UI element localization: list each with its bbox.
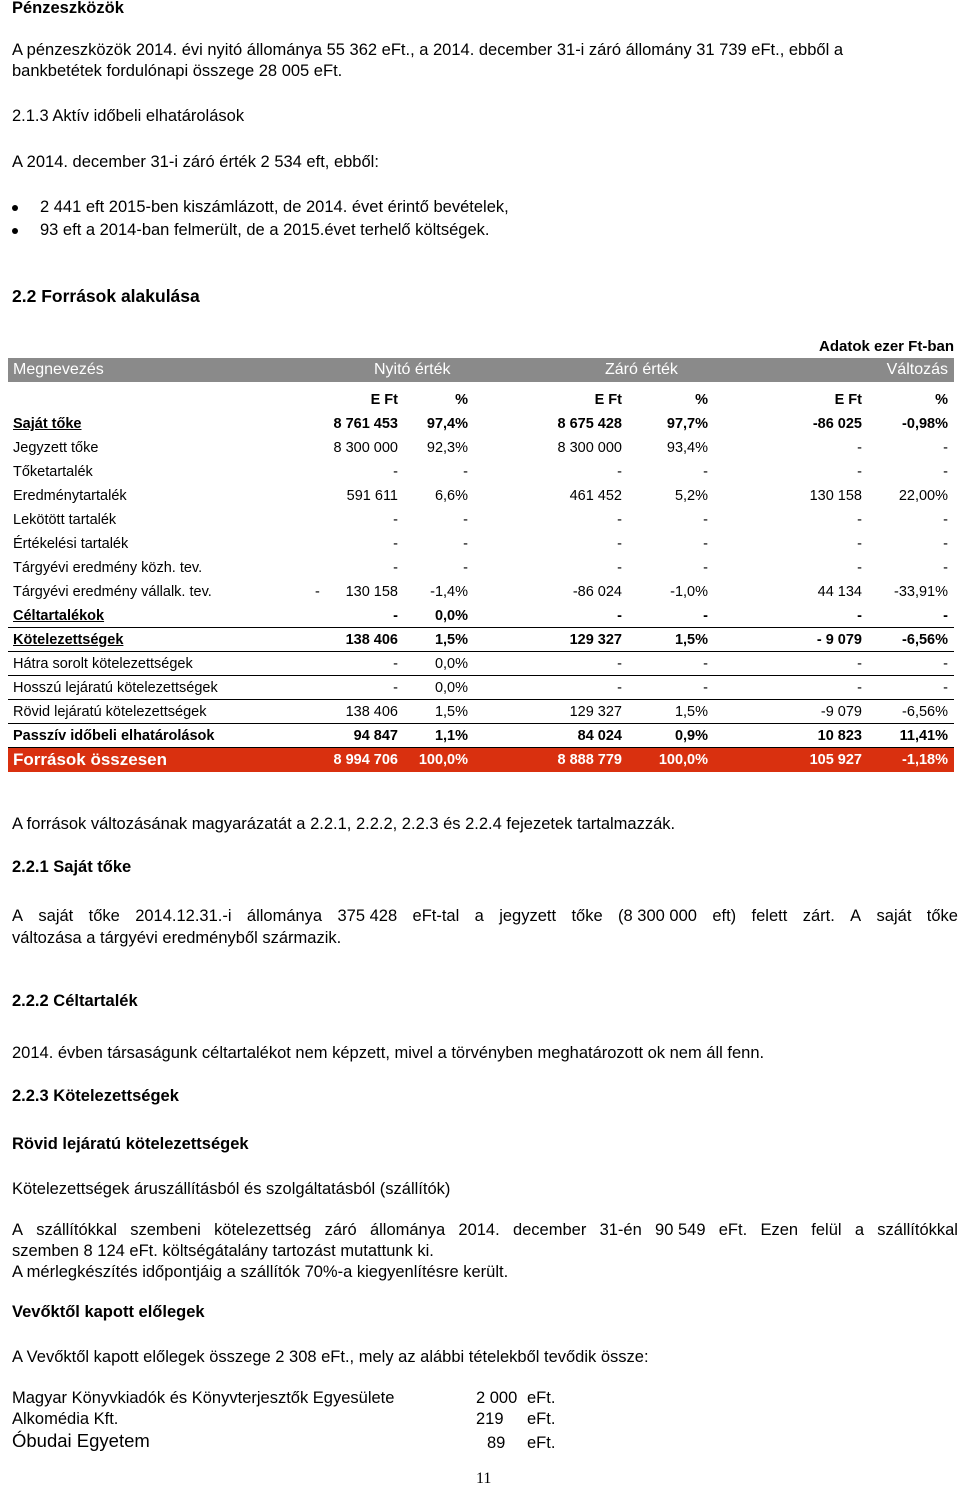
subheader-pct: % — [455, 392, 468, 408]
row-cell-v3: - — [857, 440, 862, 456]
celtartalek-text: 2014. évben társaságunk céltartalékot nem képzett, mivel a törvényben meghatározott ok nem áll fenn. — [12, 1044, 765, 1062]
row-cell-v1: - — [393, 512, 398, 528]
row-cell-p1: -1,4% — [430, 584, 468, 600]
szallitok-word: 31-én — [599, 1221, 642, 1239]
row-cell-p2: 5,2% — [674, 488, 708, 504]
sajat-toke-word: zárt. — [802, 907, 835, 925]
table-row — [8, 532, 954, 556]
row-label: Tőketartalék — [13, 464, 93, 480]
row-cell-p3: -6,56% — [902, 704, 948, 720]
subheader-eft: E Ft — [370, 392, 398, 408]
row-cell-p1: 0,0% — [434, 608, 468, 624]
row-cell-p2: 100,0% — [658, 752, 708, 768]
section-title-penzeszkozok: Pénzeszközök — [12, 0, 124, 17]
szallitok-word: 90 549 — [655, 1221, 706, 1239]
row-cell-v1: - — [393, 560, 398, 576]
sajat-toke-word: A — [12, 907, 24, 925]
row-cell-v1: - — [393, 464, 398, 480]
row-cell-v1: 8 300 000 — [333, 440, 398, 456]
row-cell-v2: 129 327 — [569, 632, 622, 648]
row-cell-p2: - — [703, 512, 708, 528]
row-cell-p3: - — [943, 656, 948, 672]
sajat-toke-word: a — [474, 907, 484, 925]
row-cell-v2: - — [617, 608, 622, 624]
sajat-toke-word: saját — [38, 907, 74, 925]
row-cell-v1: - — [393, 608, 398, 624]
row-cell-p3: - — [943, 536, 948, 552]
row-cell-v2: - — [617, 536, 622, 552]
szallitok-text-line2: szemben 8 124 eFt. költségátalány tartozást mutattunk ki. — [12, 1242, 434, 1260]
row-cell-v2: 8 300 000 — [557, 440, 622, 456]
row-cell-v1: 8 761 453 — [333, 416, 398, 432]
row-cell-v3: - — [857, 536, 862, 552]
vevo-item-name: Óbudai Egyetem — [12, 1430, 150, 1451]
row-label: Értékelési tartalék — [13, 536, 129, 552]
row-cell-p1: 100,0% — [418, 752, 468, 768]
row-cell-p2: - — [703, 560, 708, 576]
sajat-toke-word: eFt-tal — [412, 907, 460, 925]
penzeszkozok-text-line1: A pénzeszközök 2014. évi nyitó állománya 55 362 eFt., a 2014. december 31-i záró állomány 31 739 eFt., ebből a — [12, 41, 844, 59]
row-cell-v1: - — [393, 656, 398, 672]
row-label: Források összesen — [13, 750, 168, 769]
row-cell-v3: - — [857, 512, 862, 528]
sajat-toke-word: A — [850, 907, 862, 925]
table-row — [8, 676, 954, 700]
sajat-toke-word: jegyzett — [499, 907, 557, 925]
row-value-sign: - — [315, 584, 320, 600]
row-cell-v1: 130 158 — [345, 584, 398, 600]
table-row — [8, 484, 954, 508]
row-cell-v1: - — [393, 536, 398, 552]
vevo-text: A Vevőktől kapott előlegek összege 2 308 eFt., mely az alábbi tételekből tevődik össze: — [12, 1348, 649, 1366]
szallitok-word: eFt. — [718, 1221, 748, 1239]
header-nyito: Nyitó érték — [374, 361, 451, 378]
sajat-toke-word: tőke — [88, 907, 120, 925]
szallitok-word: kötelezettség — [214, 1221, 312, 1239]
szallitok-word: A — [12, 1221, 24, 1239]
table-total-row — [8, 748, 954, 772]
row-cell-p3: - — [943, 512, 948, 528]
table-row — [8, 652, 954, 676]
row-cell-p2: -1,0% — [670, 584, 708, 600]
vevo-item-unit: eFt. — [527, 1410, 556, 1428]
szallitok-text-line3: A mérlegkészítés időpontjáig a szállítók 70%-a kiegyenlítésre került. — [12, 1263, 509, 1281]
row-cell-v2: 8 675 428 — [557, 416, 622, 432]
sajat-toke-word: felett — [751, 907, 788, 925]
vevo-item-unit: eFt. — [527, 1389, 556, 1407]
row-cell-p2: - — [703, 464, 708, 480]
sajat-toke-word: 2014.12.31.-i — [135, 907, 232, 925]
szallitok-word: 2014. — [458, 1221, 500, 1239]
row-cell-v3: 105 927 — [809, 752, 862, 768]
row-cell-p3: - — [943, 608, 948, 624]
table-row — [8, 412, 954, 436]
table-units: Adatok ezer Ft-ban — [818, 338, 954, 355]
row-cell-p3: 11,41% — [899, 728, 948, 744]
row-cell-v2: 461 452 — [569, 488, 622, 504]
row-cell-v3: 44 134 — [817, 584, 862, 600]
row-label: Lekötött tartalék — [13, 512, 117, 528]
row-label: Eredménytartalék — [13, 488, 127, 504]
section-title-sajat-toke: 2.2.1 Saját tőke — [12, 858, 132, 876]
row-label: Rövid lejáratú kötelezettségek — [13, 704, 207, 720]
row-cell-v3: - — [857, 656, 862, 672]
row-cell-p2: - — [703, 656, 708, 672]
subheader-eft: E Ft — [594, 392, 622, 408]
row-cell-v1: 591 611 — [346, 488, 398, 504]
row-label: Hosszú lejáratú kötelezettségek — [13, 680, 218, 696]
row-cell-v1: - — [393, 680, 398, 696]
sajat-toke-word: saját — [876, 907, 912, 925]
row-cell-p1: 0,0% — [434, 680, 468, 696]
row-cell-v3: - 9 079 — [816, 632, 862, 648]
row-cell-v2: 8 888 779 — [557, 752, 622, 768]
sajat-toke-text-line2: változása a tárgyévi eredményből származik. — [12, 929, 342, 947]
penzeszkozok-text-line2: bankbetétek fordulónapi összege 28 005 eFt. — [12, 62, 343, 80]
row-cell-p1: 6,6% — [434, 488, 468, 504]
row-cell-v3: 130 158 — [809, 488, 862, 504]
row-cell-v3: -86 025 — [812, 416, 862, 432]
row-label: Tárgyévi eredmény közh. tev. — [13, 560, 203, 576]
subheader-eft: E Ft — [834, 392, 862, 408]
row-cell-p3: -33,91% — [893, 584, 948, 600]
vevo-item-amount: 219 — [476, 1410, 504, 1428]
table-row — [8, 628, 954, 652]
vevo-item-name: Alkomédia Kft. — [12, 1410, 119, 1428]
row-cell-v3: - — [857, 680, 862, 696]
bullet-icon — [12, 228, 18, 234]
row-cell-p1: 97,4% — [426, 416, 468, 432]
table-row — [8, 460, 954, 484]
row-cell-v3: 10 823 — [817, 728, 862, 744]
szallitok-word: szembeni — [130, 1221, 201, 1239]
vevo-item-name: Magyar Könyvkiadók és Könyvterjesztők Egyesülete — [12, 1389, 395, 1407]
row-label: Jegyzett tőke — [13, 440, 99, 456]
row-label: Kötelezettségek — [13, 632, 124, 648]
header-valtozas: Változás — [886, 361, 948, 378]
row-cell-p3: -6,56% — [902, 632, 948, 648]
subsection-title-rovid: Rövid lejáratú kötelezettségek — [12, 1135, 249, 1153]
row-label: Hátra sorolt kötelezettségek — [13, 656, 193, 672]
sajat-toke-word: tőke — [571, 907, 603, 925]
sajat-toke-word: eft) — [712, 907, 737, 925]
row-cell-p1: 92,3% — [426, 440, 468, 456]
row-cell-v2: - — [617, 464, 622, 480]
page-number: 11 — [476, 1470, 492, 1487]
row-cell-v2: 84 024 — [577, 728, 622, 744]
subheader-pct: % — [695, 392, 708, 408]
row-cell-v2: - — [617, 656, 622, 672]
bullet-icon — [12, 205, 18, 211]
row-cell-p2: 1,5% — [674, 632, 708, 648]
header-zaro: Záró érték — [605, 361, 678, 378]
szallitok-word: állománya — [369, 1221, 446, 1239]
row-cell-p2: - — [703, 536, 708, 552]
row-cell-v3: -9 079 — [820, 704, 862, 720]
row-cell-p2: - — [703, 608, 708, 624]
row-cell-p3: - — [943, 440, 948, 456]
table-row — [8, 436, 954, 460]
table-subheader — [8, 388, 954, 412]
sajat-toke-word: 375 428 — [337, 907, 398, 925]
row-cell-p2: 93,4% — [666, 440, 708, 456]
aktiv-bullet-1: 2 441 eft 2015-ben kiszámlázott, de 2014. évet érintő bevételek, — [40, 198, 509, 216]
section-title-aktiv: 2.1.3 Aktív időbeli elhatárolások — [12, 107, 245, 125]
row-cell-p3: - — [943, 680, 948, 696]
row-label: Tárgyévi eredmény vállalk. tev. — [13, 584, 212, 600]
vevo-item-amount: 2 000 — [476, 1389, 518, 1407]
row-label: Céltartalékok — [13, 608, 105, 624]
table-row — [8, 556, 954, 580]
szallitok-word: Ezen — [760, 1221, 799, 1239]
row-cell-p3: 22,00% — [898, 488, 948, 504]
row-cell-p2: - — [703, 680, 708, 696]
sajat-toke-word: állománya — [246, 907, 323, 925]
table-row — [8, 724, 954, 748]
row-label: Passzív időbeli elhatárolások — [13, 728, 215, 744]
szallitok-word: szállítókkal — [877, 1221, 958, 1239]
szallitok-word: szállítókkal — [36, 1221, 117, 1239]
table-row — [8, 580, 954, 604]
subsection-title-vevo: Vevőktől kapott előlegek — [12, 1303, 205, 1321]
row-cell-p3: -0,98% — [902, 416, 948, 432]
row-cell-p3: - — [943, 464, 948, 480]
row-cell-p1: 1,5% — [434, 704, 468, 720]
row-cell-p2: 1,5% — [674, 704, 708, 720]
row-cell-v3: - — [857, 608, 862, 624]
sajat-toke-word: (8 300 000 — [618, 907, 697, 925]
row-cell-p2: 0,9% — [674, 728, 708, 744]
szallitok-word: záró — [324, 1221, 357, 1239]
row-cell-v1: 138 406 — [345, 704, 398, 720]
row-cell-p2: 97,7% — [666, 416, 708, 432]
szallitok-word: a — [854, 1221, 865, 1239]
szallitok-word: december — [512, 1221, 587, 1239]
subheader-pct: % — [935, 392, 948, 408]
aruszallitas-text: Kötelezettségek áruszállításból és szolgáltatásból (szállítók) — [12, 1180, 451, 1198]
row-label: Saját tőke — [13, 416, 82, 432]
header-megnevezes: Megnevezés — [13, 361, 104, 378]
aktiv-text: A 2014. december 31-i záró érték 2 534 eft, ebből: — [12, 153, 379, 171]
row-cell-p1: - — [463, 512, 468, 528]
vevo-item-amount: 89 — [487, 1434, 506, 1452]
row-cell-v3: - — [857, 464, 862, 480]
section-title-celtartalek: 2.2.2 Céltartalék — [12, 992, 138, 1010]
row-cell-p3: - — [943, 560, 948, 576]
row-cell-p1: - — [463, 560, 468, 576]
row-cell-p1: - — [463, 536, 468, 552]
table-row — [8, 700, 954, 724]
row-cell-v2: -86 024 — [572, 584, 622, 600]
szallitok-text-line1 — [12, 1220, 958, 1241]
row-cell-p1: 0,0% — [434, 656, 468, 672]
vevo-item-unit: eFt. — [527, 1434, 556, 1452]
aktiv-bullet-2: 93 eft a 2014-ban felmerült, de a 2015.évet terhelő költségek. — [40, 221, 490, 239]
sajat-toke-word: tőke — [926, 907, 958, 925]
sajat-toke-text-line1 — [12, 906, 958, 927]
row-cell-v2: - — [617, 560, 622, 576]
row-cell-p1: 1,5% — [434, 632, 468, 648]
row-cell-v2: - — [617, 512, 622, 528]
table-header — [8, 358, 954, 382]
row-cell-v1: 8 994 706 — [333, 752, 398, 768]
row-cell-v2: - — [617, 680, 622, 696]
row-cell-p1: - — [463, 464, 468, 480]
table-row — [8, 508, 954, 532]
row-cell-p1: 1,1% — [434, 728, 468, 744]
row-cell-v1: 138 406 — [345, 632, 398, 648]
row-cell-v1: 94 847 — [353, 728, 398, 744]
szallitok-word: felül — [811, 1221, 842, 1239]
section-title-forrasok: 2.2 Források alakulása — [12, 286, 200, 306]
row-cell-v2: 129 327 — [569, 704, 622, 720]
forrasok-note: A források változásának magyarázatát a 2.2.1, 2.2.2, 2.2.3 és 2.2.4 fejezetek tartalmazzák. — [12, 815, 676, 833]
section-title-kotelezettsegek: 2.2.3 Kötelezettségek — [12, 1087, 179, 1105]
row-cell-p3: -1,18% — [902, 752, 948, 768]
row-cell-v3: - — [857, 560, 862, 576]
table-row — [8, 604, 954, 628]
